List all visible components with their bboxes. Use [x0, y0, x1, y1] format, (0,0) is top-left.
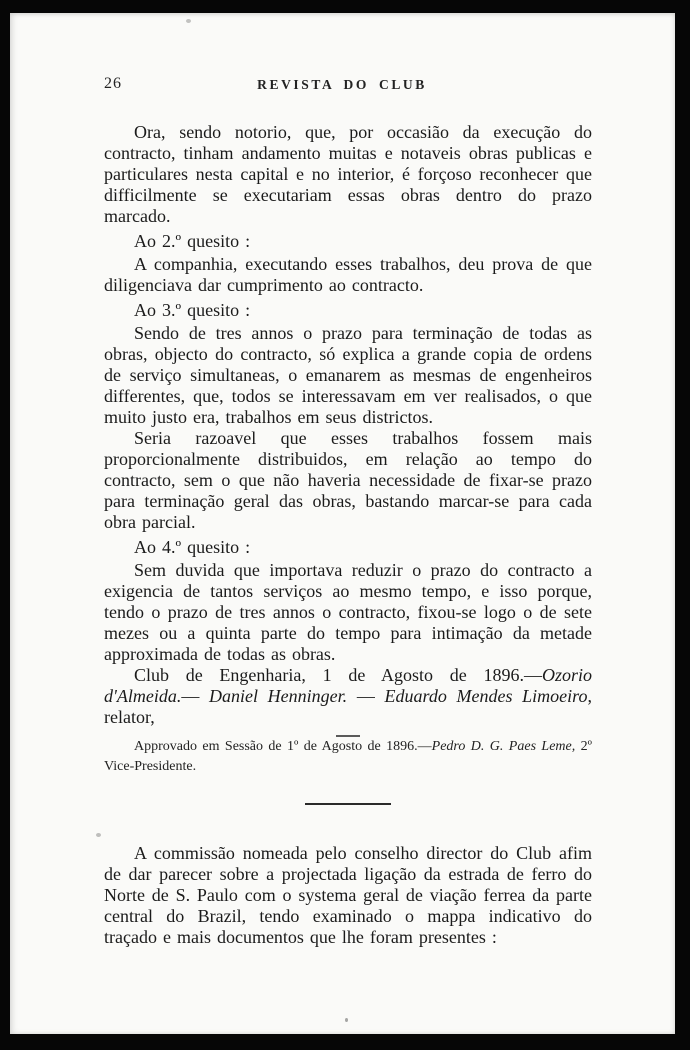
heading-quesito-3: Ao 3.º quesito :	[134, 300, 251, 320]
text-column	[104, 13, 592, 948]
paragraph-sendo: Sendo de tres annos o prazo para terminação de todas as obras, objecto do contracto, só explica a grande copia de ordens de serviço simultaneas, o emanarem as mesmas de engenheiros differentes, que, todos se interessavam em ver realisados, o que muito justo era, trabalhos em seus districtos.	[104, 323, 592, 427]
heading-quesito-2: Ao 2.º quesito :	[134, 231, 251, 251]
heading-quesito-4: Ao 4.º quesito :	[134, 537, 251, 557]
paragraph-companhia: A companhia, executando esses trabalhos, deu prova de que diligenciava dar cumprimento ao contracto.	[104, 254, 592, 295]
signature-lead: Club de Engenharia, 1 de Agosto de 1896.—	[134, 665, 542, 685]
page-number: 26	[104, 75, 122, 92]
signature-name-henninger: Daniel Henninger.	[209, 686, 348, 706]
footnote-name-paes-leme: Pedro D. G. Paes Leme,	[431, 739, 576, 754]
signature-name-ozorio: Ozorio d'Almeida.	[104, 665, 592, 706]
section-separator-rule	[305, 803, 391, 805]
running-title: REVISTA DO CLUB	[257, 77, 427, 92]
signature-name-limoeiro: Eduardo Mendes Limoeiro	[384, 686, 588, 706]
scan-speck	[345, 1018, 348, 1022]
signature-paragraph	[104, 665, 592, 728]
scan-speck	[96, 833, 101, 837]
footnote-lead: Approvado em Sessão de 1º de Agosto de 1896.—	[134, 739, 432, 754]
approval-footnote	[104, 737, 592, 777]
paragraph-sem-duvida: Sem duvida que importava reduzir o prazo do contracto a exigencia de tantos serviços ao mesmo tempo, e isso porque, tendo o prazo de tres annos o contracto, fixou-se logo o de sete mezes ou a quinta parte do tempo para intimação da metade approximada de todas as obras.	[104, 560, 592, 664]
page-header	[104, 13, 592, 93]
signature-tail: , relator,	[104, 686, 593, 727]
paragraph-commissao: A commissão nomeada pelo conselho director do Club afim de dar parecer sobre a projectada ligação da estrada de ferro do Norte de S. Paulo com o systema geral de viação ferrea da parte central do Brazil, tendo examinado o mappa indicativo do traçado e mais documentos que lhe foram presentes :	[104, 843, 592, 947]
paragraph-ora: Ora, sendo notorio, que, por occasião da execução do contracto, tinham andamento muitas e notaveis obras publicas e particulares nesta capital e no interior, é forçoso reconhecer que difficilmente se executariam essas obras dentro do prazo marcado.	[104, 122, 592, 226]
signature-dash: —	[347, 686, 385, 706]
body-text	[104, 122, 592, 948]
signature-dash: —	[181, 686, 210, 706]
paragraph-seria: Seria razoavel que esses trabalhos fossem mais proporcionalmente distribuidos, em relação ao tempo do contracto, sem o que não haveria necessidade de fixar-se prazo para terminação geral das obras, bastando marcar-se para cada obra parcial.	[104, 428, 592, 532]
footnote-tail: 2º Vice-Presidente.	[104, 739, 593, 774]
book-page	[10, 13, 675, 1034]
